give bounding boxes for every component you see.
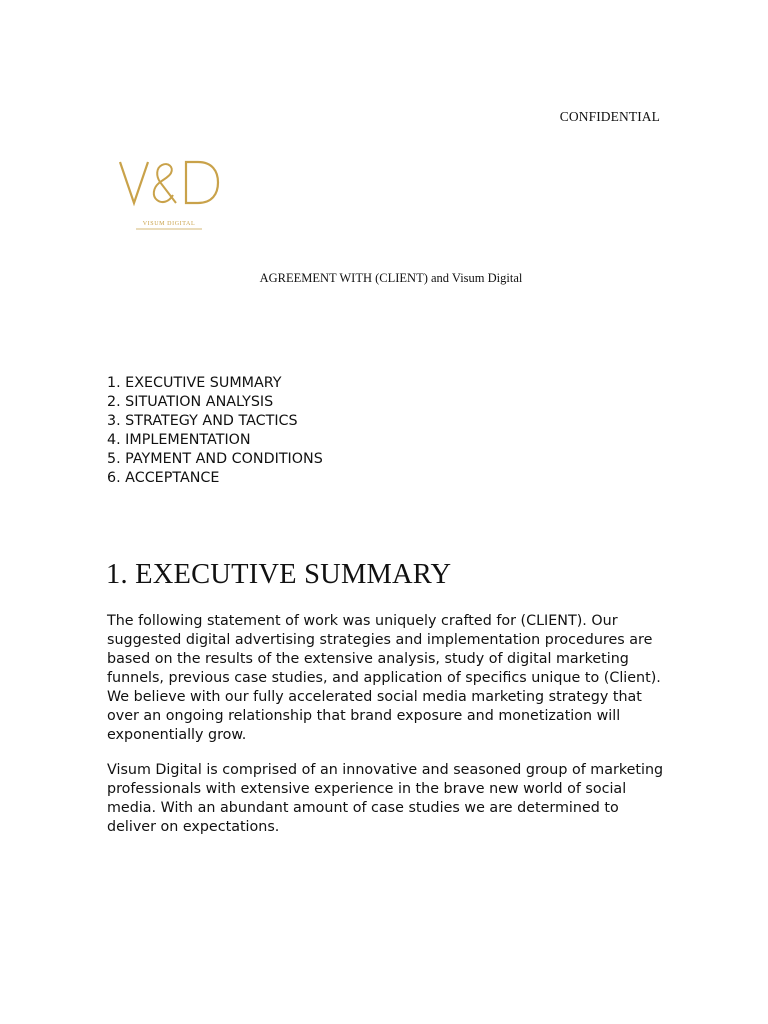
toc-item: 5. PAYMENT AND CONDITIONS: [107, 451, 323, 467]
section-heading: 1. EXECUTIVE SUMMARY: [106, 559, 452, 590]
toc-item: 1. EXECUTIVE SUMMARY: [107, 375, 282, 391]
toc-item: 6. ACCEPTANCE: [107, 470, 220, 486]
agreement-title: [0, 271, 768, 286]
toc-item: 4. IMPLEMENTATION: [107, 432, 251, 448]
table-of-contents: [107, 374, 323, 488]
toc-item: 2. SITUATION ANALYSIS: [107, 394, 274, 410]
body-paragraph: Visum Digital is comprised of an innovative and seasoned group of marketing professionals with extensive experience in the brave new world of social media. With an abundant amount of case studies we are determined to deliver on expectations.: [107, 762, 664, 835]
logo-tagline: VISUM DIGITAL: [142, 221, 196, 227]
toc-item: 3. STRATEGY AND TACTICS: [107, 413, 298, 429]
vd-logo-graphic: [112, 148, 232, 238]
agreement-title-text: AGREEMENT WITH (CLIENT) and Visum Digital: [259, 271, 523, 285]
confidential-label: CONFIDENTIAL: [559, 109, 660, 124]
company-logo: [112, 148, 232, 238]
body-paragraph: The following statement of work was uniquely crafted for (CLIENT). Our suggested digital advertising strategies and implementation procedures are based on the results of the extensive analysis, study of digital marketing funnels, previous case studies, and application of specifics unique to (Client). We believe with our fully accelerated social media marketing strategy that over an ongoing relationship that brand exposure and monetization will exponentially grow.: [107, 613, 661, 743]
